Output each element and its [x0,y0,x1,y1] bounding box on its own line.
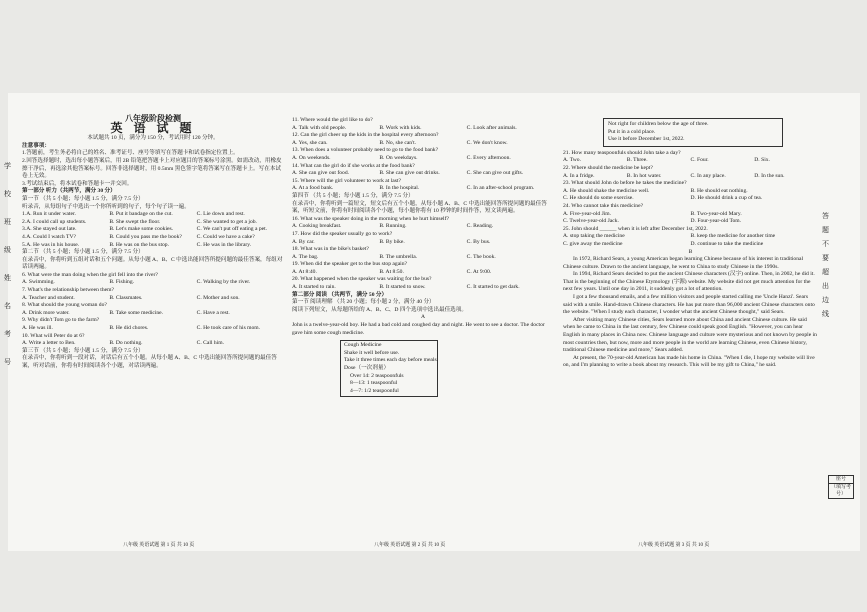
option: C. In an after-school program. [466,185,535,192]
option: A. Yes, she can. [292,139,328,146]
page-2-column [292,117,554,400]
exam-title: 英 语 试 题 [110,120,196,135]
option: A. Five-year-old Jim. [563,210,612,217]
passage-paragraph: I got a few thousand emails, and a few million visitors and people started calling me 'Uncle Hanzi'. Sears said with a smile. Hand-drawn Chinese characters. He has put more than 96,000 ancient Chinese characters onto the website. "When I study each character, I wonder what the ancient Chinese thought," said Sears. [563,294,815,316]
question-stem: 19. When did the speaker get to the bus stop again? [292,261,408,268]
passage-letter: B [688,248,693,255]
option: B. She swept the floor. [109,218,161,225]
page-footer: 八年级 英语试题 第 2 页 共 10 页 [374,543,446,548]
option: B. Fishing. [109,279,135,286]
option: C. Walking by the river. [196,279,251,286]
option: B. No, she can't. [379,139,417,146]
option: A. It started to rain. [292,284,336,291]
option: A. At 8:40. [292,268,317,275]
option: C. give away the medicine [563,240,623,247]
options-row [22,340,284,348]
option: 4.A. Could I watch TV? [22,233,76,240]
section-directions: 在录音中，你将听到一段对话，对话后有五个小题。从每小题 A、B、C 中选出能回答所提问题的最佳答案，听对话前，你将有时间阅读各个小题，对话读两遍。 [22,355,277,369]
option: B. He was on the bus stop. [109,241,169,248]
margin-char: 边 [822,296,829,304]
medicine-line: 8—13: 1 teaspoonful [350,380,398,387]
option: A. On weekends. [292,154,331,161]
option: A. Swimming. [22,279,55,286]
option: C. The book. [466,253,496,260]
section-heading: 第二节 （共 5 小题；每小题 1.5 分，满分 7.5 分） [22,249,144,256]
option: B. Running. [379,223,407,230]
margin-char: 级 [4,246,11,254]
options-row [563,241,818,249]
page-footer: 八年级 英语试题 第 1 页 共 10 页 [123,543,195,548]
option: B. Put it bandage on the cut. [109,211,173,218]
option: D. In the sun. [754,172,785,179]
seat-number-box [828,475,854,499]
option: C. Look after animals. [466,124,517,131]
medicine-label-box [340,340,438,397]
option: C. We don't know. [466,139,508,146]
question-stem: 14. What can the girl do if she works at the food bank? [292,162,415,169]
question-stem: 23. What should John do before he takes the medicine? [563,180,687,187]
option: A. He was ill. [22,325,53,332]
option: C. Have a rest. [196,309,230,316]
option: B. Could you pass me the book? [109,233,182,240]
section-directions: 听录音，从每组句子中选出一个你所听到的句子，每个句子读一遍。 [22,203,190,210]
medicine-notice-box [603,118,783,147]
option: B. Two-year-old Mary. [690,210,742,217]
margin-char: 校 [4,190,11,198]
option: D. continue to take the medicine [690,240,764,247]
option: A. By car. [292,238,315,245]
margin-char: 超 [822,268,829,276]
option: C. Call him. [196,340,225,347]
options-row [292,284,554,292]
option: B. Three. [626,157,648,164]
option: B. By bike. [379,238,405,245]
option: B. Take some medicine. [109,309,164,316]
exam-sheet [4,93,860,551]
option: 5.A. He was in his house. [22,241,80,248]
option: A. Two. [563,157,581,164]
medicine-line: Cough Medicine [344,342,382,349]
options-row [563,157,818,165]
margin-char: 题 [822,226,829,234]
options-row [563,233,818,241]
passage-letter: A [420,314,426,321]
options-row [563,211,818,219]
option: D. He should drink a cup of tea. [690,195,763,202]
section-directions: 在录音中，你将听到一篇短文，短文后有五个小题，从每小题 A、B、C 中选出能回答所提问题的最佳答案，听短文前，你将有时间阅读各个小题，每小题你将有 10 秒钟的时间作答，短文读两遍。 [292,200,547,215]
option: C. It started to get dark. [466,284,520,291]
option: D. Four-year-old Tom. [690,218,742,225]
option: B. keep the medicine for another time [690,233,776,240]
exam-header: 八年级阶段检测 [125,114,181,123]
medicine-line: 4—7: 1/2 teaspoonful [350,387,399,394]
part-heading: 第二部分 阅读 （共两节，满分 50 分） [292,291,388,298]
question-stem: 16. What was the speaker doing in the morning when he hurt himself? [292,215,449,222]
section-directions: 阅读下列短文，从每题所给的 A、B、C、D 四个选项中选出最佳选项。 [292,306,467,313]
option: C. At 9:00. [466,268,492,275]
question-row [22,211,284,219]
margin-char: 答 [822,212,829,220]
left-binding-margin [4,163,12,366]
exam-info: 本试题共 10 页，满分为 150 分，考试用时 120 分钟。 [87,135,219,142]
question-stem: 18. What was in the bike's basket? [292,246,369,253]
options-row [292,239,554,247]
margin-char: 名 [4,302,11,310]
question-row [22,242,284,250]
option: A. Write a letter to Ben. [22,340,76,347]
margin-char: 线 [822,310,829,318]
question-row [22,226,284,234]
option: C. He took care of his mom. [196,325,261,332]
option: A. He should shake the medicine well. [563,187,650,194]
passage-text: John is a twelve-year-old boy. He had a bad cold and coughed day and night. He went to see a doctor. The doctor gave him some cough medicine. [292,322,545,336]
options-row [292,170,554,178]
option: C. He should do some exercise. [563,195,634,202]
question-stem: 21. How many teaspoonfuls should John take a day? [563,149,681,156]
question-stem: 11. Where would the girl like to do? [292,117,373,123]
margin-char: 要 [822,254,829,262]
option: C. In any place. [690,172,726,179]
option: B. Do nothing. [109,340,143,347]
margin-char: 号 [4,358,11,366]
passage-paragraph: In 1994, Richard Sears decided to put the ancient Chinese characters (汉字) online. Then, in 2002, he did it. That is the beginning of the Chinese Etymology (字源) website. My website did not get much attention for the next few years. Until one day in 2011, it suddenly got a lot of attention. [563,271,815,293]
option: B. She can give out drinks. [379,170,440,177]
option: A. She can give out food. [292,170,350,177]
options-row [292,223,554,231]
option: A. Drink more water. [22,309,70,316]
margin-char: 不 [822,240,829,248]
section-heading: 第一节 阅读理解 （共 20 小题；每小题 2 分，满分 40 分） [292,299,435,306]
option: B. At 8:50. [379,268,404,275]
option: 3.A. She stayed out late. [22,226,77,233]
question-stem: 13. When does a volunteer probably need to go to the food bank? [292,147,439,154]
passage-paragraph: After visiting many Chinese cities, Sears learned more about China and ancient Chinese culture. He said when he came to China in the last century, few Chinese could speak good English. "However, you can hear English in many places in China now. Chinese language and culture were mysterious and not known by people in most countries then, but now, more and more people in the world are learning Chinese, even Chinese history, traditional Chinese medicine and more," Sears added. [563,316,817,354]
options-row [292,185,554,193]
medicine-line: Dose（一次剂量） [344,365,390,371]
option: C. We can't put off eating a pet. [196,226,268,233]
option: C. By bus. [466,238,491,245]
option: B. He did chores. [109,325,149,332]
medicine-line: Use it before December 1st, 2022. [608,136,685,143]
option: C. Could we have a cake? [196,233,255,240]
options-row [292,254,554,262]
margin-char: 出 [822,282,829,290]
seat-number-hint: （填写考号） [830,485,851,497]
section-heading: 第三节 （共 5 小题；每小题 1.5 分，满分 7.5 分） [22,347,144,354]
option: C. Mother and son. [196,294,240,301]
section-heading: 第一节 （共 5 小题；每小题 1.5 分，满分 7.5 分） [22,195,144,202]
option: D. Six. [754,157,770,164]
options-row [563,195,818,203]
question-stem: 9. Why didn't Tom go to the farm? [22,317,100,324]
option: B. In the hospital. [379,185,420,192]
option: 1.A. Run it under water. [22,211,76,218]
option: C. He was in the library. [196,241,252,248]
option: A. Cooking breakfast. [292,223,342,230]
section-directions: 在录音中，你将听到五组对话和五个问题。从每小题 A、B、C 中选出能回答所提问题的最佳答案，每组对话读两遍。 [22,256,283,271]
question-stem: 10. What will Peter do at 6? [22,332,85,339]
page-footer: 八年级 英语试题 第 3 页 共 10 页 [638,543,710,548]
question-row [22,234,284,242]
question-stem: 8. What should the young woman do? [22,302,107,309]
medicine-line: Shake it well before use. [344,349,400,356]
medicine-line: Put it in a cold place. [608,128,656,135]
notice-item: 1.答题前，考生务必将自己的姓名、准考证号、座号等填写在答题卡和试卷指定位置上。 [22,150,239,157]
option: C. Four. [690,157,709,164]
passage-paragraph: At present, the 70-year-old American has made his home in China. "When I die, I hope my website will live on, and I'm planning to write a book about my research. This will be my gift to China," he said. [563,354,815,369]
seat-number-label: 座号 [829,476,853,484]
notice-heading: 注意事项： [22,142,50,149]
question-stem: 25. John should ______ when it is left after December 1st, 2022. [563,225,708,232]
option: A. Teacher and student. [22,294,75,301]
margin-char: 考 [4,330,11,338]
option: C. Twelve-year-old Jack. [563,218,619,225]
option: B. On weekdays. [379,154,418,161]
notice-item: 3.考试结束后，将本试卷和答题卡一并交回。 [22,180,133,187]
option: B. Classmates. [109,294,143,301]
option: C. Reading. [466,223,494,230]
question-stem: 20. What happened when the speaker was waiting for the bus? [292,276,432,283]
option: C. She wanted to get a job. [196,218,257,225]
medicine-line: Not right for children below the age of three. [608,121,709,127]
margin-char: 学 [4,162,11,170]
option: C. Every afternoon. [466,154,511,161]
question-stem: 24. Who cannot take this medicine? [563,202,644,209]
option: A. In a fridge. [563,172,595,179]
option: A. The bag. [292,253,319,260]
option: A. Talk with old people. [292,124,347,131]
option: B. Work with kids. [379,124,422,131]
question-stem: 6. What were the man doing when the girl fell into the river? [22,271,158,278]
options-row [292,155,554,163]
part-heading: 第一部分 听力（共两节，满分 30 分） [22,188,116,195]
question-stem: 17. How did the speaker usually go to work? [292,230,393,237]
question-stem: 7. What's the relationship between them? [22,287,114,294]
option: A. At a food bank. [292,185,334,192]
option: C. She can give out gifts. [466,170,524,177]
options-row [22,295,284,303]
medicine-line: Take it three times each day before meals. [344,357,439,364]
option: B. It started to snow. [379,284,426,291]
passage-paragraph: In 1972, Richard Sears, a young American began learning Chinese because of his interest in traditional Chinese culture. Drawn to the ancient language, he went to China to study Chinese in the 1990s. [563,256,804,270]
options-row [563,218,818,226]
page-3-column [563,115,818,370]
option: A. stop taking the medicine [563,233,625,240]
section-heading: 第四节 （共 5 小题；每小题 1.5 分，满分 7.5 分） [292,192,414,199]
option: 2.A. I could call up students. [22,218,87,225]
options-row [22,325,284,333]
question-stem: 12. Can the girl cheer up the kids in the hospital every afternoon? [292,132,439,139]
option: B. In hot water. [626,172,662,179]
medicine-line: Over 14: 2 teaspoonfuls [350,372,404,379]
option: C. Lie down and rest. [196,211,245,218]
margin-char: 班 [4,218,11,226]
right-binding-margin [822,213,830,318]
option: B. The umbrella. [379,253,418,260]
option: B. He should eat nothing. [690,187,748,194]
option: B. Let's make some cookies. [109,226,174,233]
notice-item: 2.回答选择题时，选出每小题答案后，用 2B 铅笔把答题卡上对应题目的答案标号涂黑。如需改动，用橡皮擦干净后，再选涂其他答案标号。回答非选择题时，用 0.5mm 黑色签字笔将答案写在答题卡上。写在本试卷上无效。 [22,157,282,180]
options-row [22,279,284,287]
page-1-column [22,93,284,371]
margin-char: 姓 [4,274,11,282]
question-stem: 15. Where will the girl volunteer to work at last? [292,177,401,184]
question-stem: 22. Where should the medicine be kept? [563,164,653,171]
